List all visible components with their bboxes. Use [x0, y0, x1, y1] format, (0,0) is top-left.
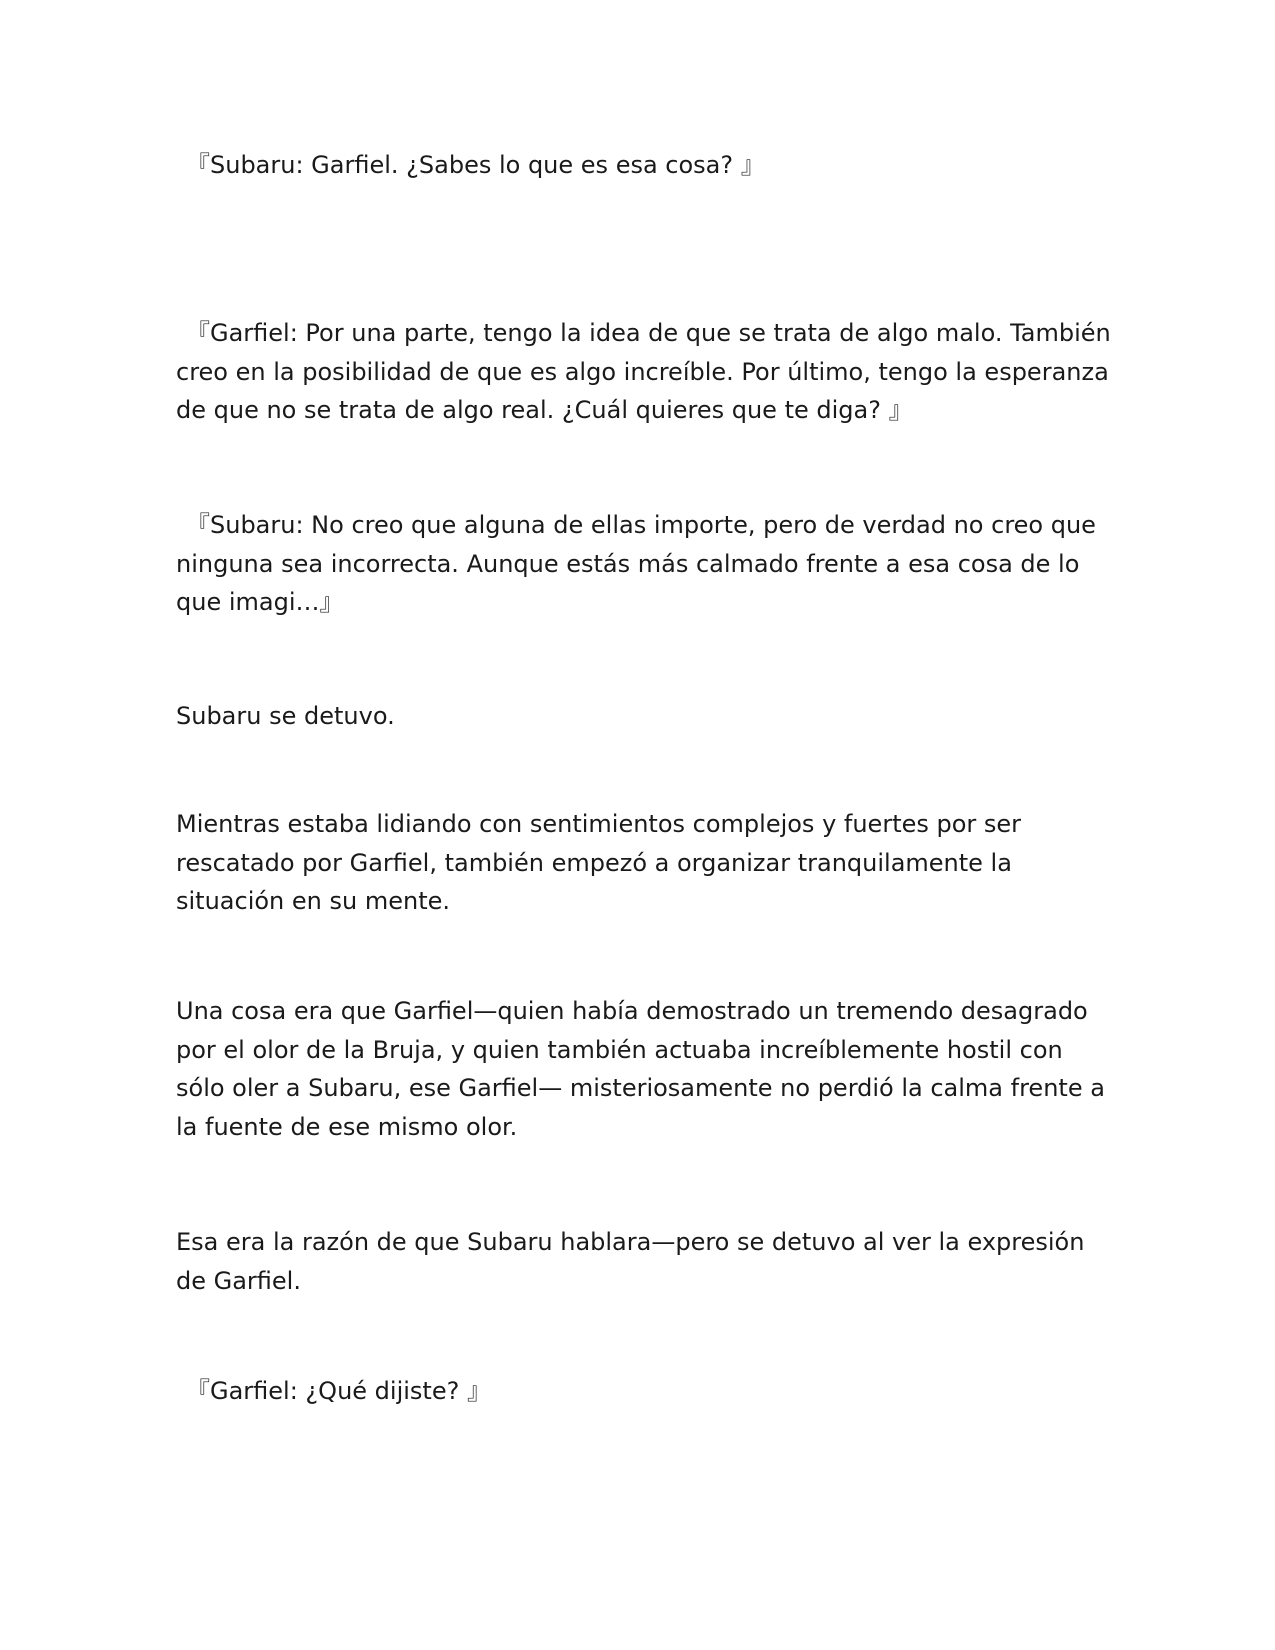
text-line: 『Garfiel: Por una parte, tengo la idea de que se trata de algo malo. También: [186, 319, 1111, 347]
narration-paragraph: [176, 992, 1105, 1146]
text-line: rescatado por Garfiel, también empezó a organizar tranquilamente la: [176, 848, 1012, 877]
narration-paragraph: [176, 1223, 1096, 1300]
dialogue-subaru-reply: [176, 506, 1096, 622]
text-line: ninguna sea incorrecta. Aunque estás más calmado frente a esa cosa de lo: [176, 549, 1080, 578]
text-line: la fuente de ese mismo olor.: [176, 1112, 518, 1141]
text-line: de Garfiel.: [176, 1266, 301, 1295]
narration-paragraph: [176, 805, 1096, 921]
dialogue-subaru-question: [176, 146, 1096, 185]
narration-paragraph: [176, 697, 1096, 736]
text-line: 『Garfiel: ¿Qué dijiste? 』: [186, 1377, 491, 1405]
text-line: Esa era la razón de que Subaru hablara—pero se detuvo al ver la expresión: [176, 1228, 1085, 1256]
dialogue-garfiel-answer: [176, 314, 1111, 430]
text-line: de que no se trata de algo real. ¿Cuál quieres que te diga? 』: [176, 396, 913, 424]
text-line: por el olor de la Bruja, y quien también actuaba increíblemente hostil con: [176, 1035, 1063, 1064]
text-line: que imagi…』: [176, 588, 344, 616]
text-line: Mientras estaba lidiando con sentimientos complejos y fuertes por ser: [176, 810, 1022, 838]
text-line: 『Subaru: No creo que alguna de ellas importe, pero de verdad no creo que: [186, 511, 1096, 539]
text-line: Una cosa era que Garfiel—quien había demostrado un tremendo desagrado: [176, 997, 1088, 1025]
text-line: sólo oler a Subaru, ese Garfiel— misteriosamente no perdió la calma frente a: [176, 1074, 1105, 1102]
text-line: situación en su mente.: [176, 887, 450, 915]
text-line: creo en la posibilidad de que es algo increíble. Por último, tengo la esperanza: [176, 357, 1109, 386]
text-line: 『Subaru: Garfiel. ¿Sabes lo que es esa cosa? 』: [186, 151, 765, 179]
text-line: Subaru se detuvo.: [176, 702, 395, 730]
dialogue-garfiel-question: [176, 1372, 1096, 1411]
